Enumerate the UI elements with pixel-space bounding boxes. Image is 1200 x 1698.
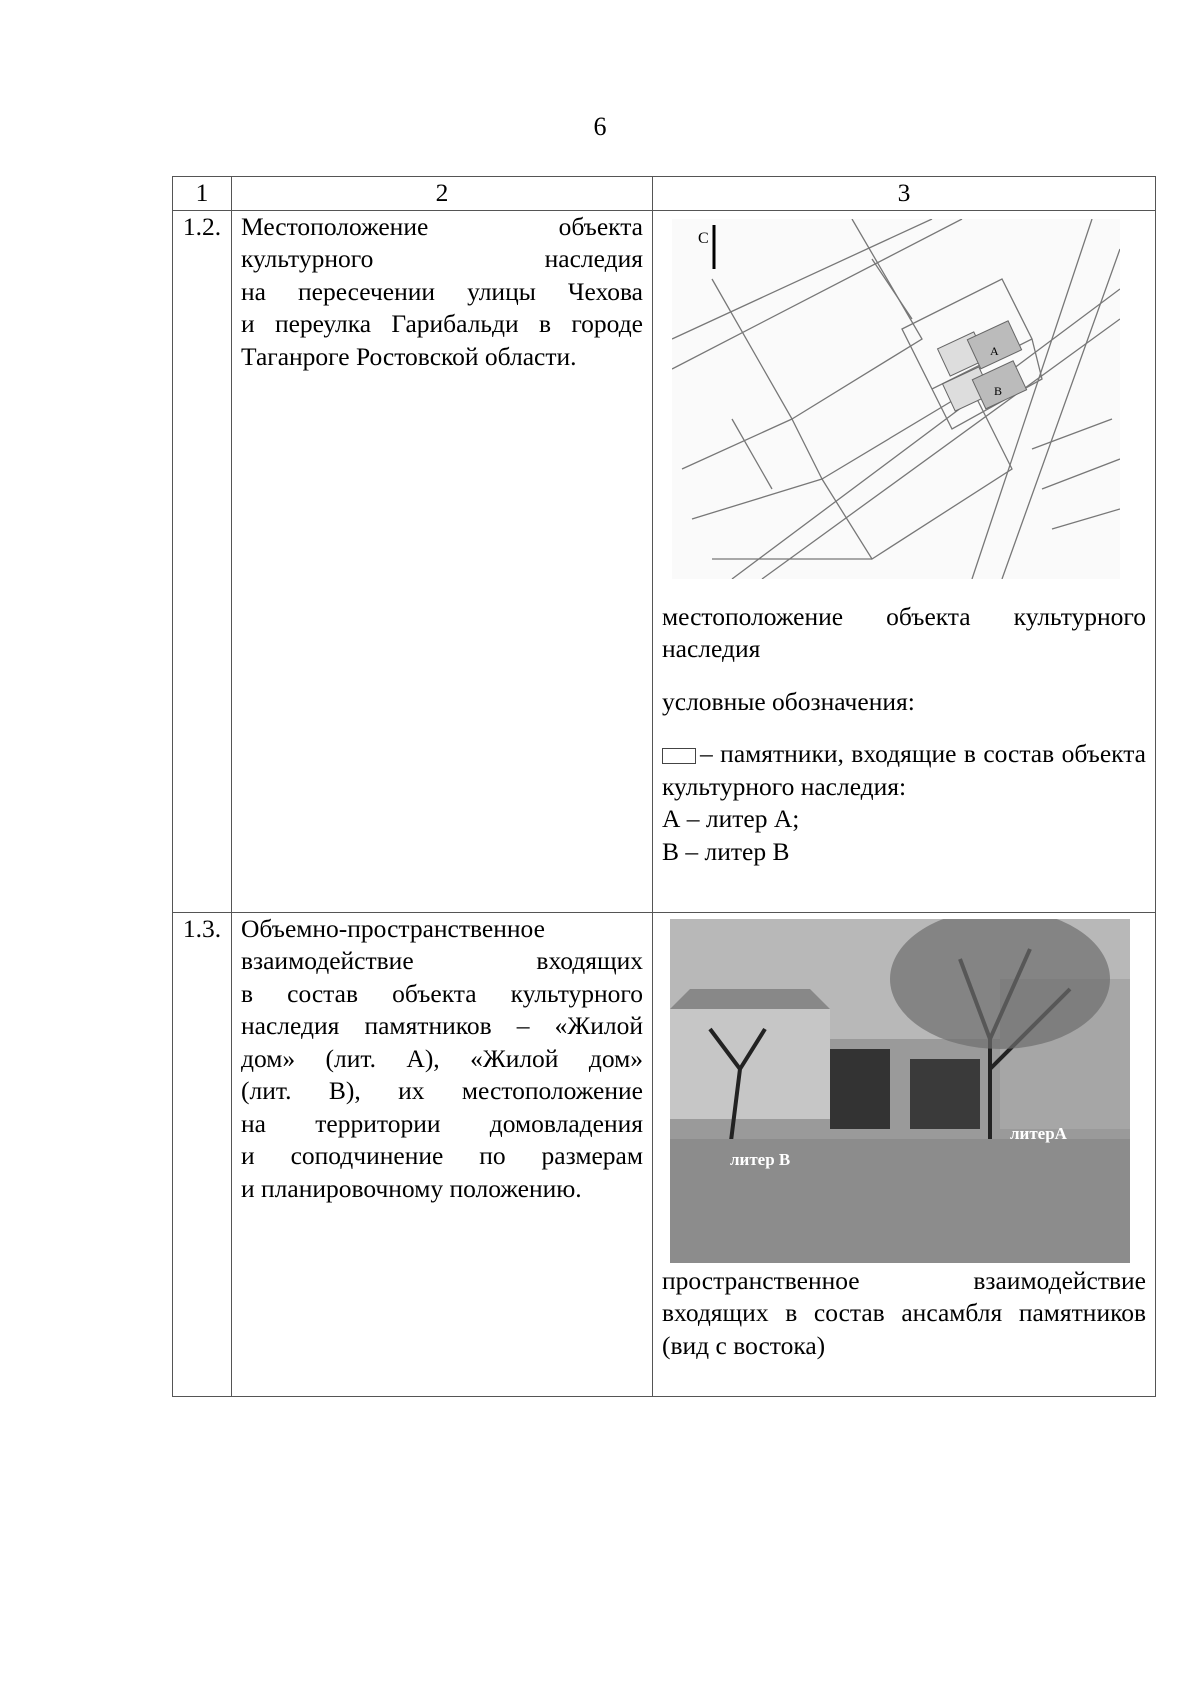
desc-line: культурного наследия [241,244,643,273]
desc-line: и соподчинение по размерам [241,1141,643,1170]
desc-line: наследия памятников – «Жилой [241,1011,643,1040]
legend-text: – памятники, входящие в состав объекта культурного наследия: [662,739,1146,801]
desc-line: и переулка Гарибальди в городе [241,309,643,338]
photo-label-b: литер В [730,1149,791,1169]
desc-line: дом» (лит. А), «Жилой дом» [241,1043,643,1073]
desc-line: на территории домовладения [241,1108,643,1138]
desc-line: Объемно-пространственное [241,913,545,943]
buildings-photo [670,919,1130,1263]
row-number: 1.2. [173,210,232,912]
legend-b: В – литер В [662,836,790,866]
desc-line: (лит. В), их местоположение [241,1076,643,1105]
location-map [672,219,1120,579]
desc-line: на пересечении улицы Чехова [241,276,643,306]
page-number: 6 [593,112,607,141]
legend-title: условные обозначения: [662,686,915,716]
row-description [232,912,653,1396]
row-description [232,210,653,912]
desc-line: в состав объекта культурного [241,978,643,1008]
map-caption: местоположение объекта культурного наследия [662,601,1146,663]
row-illustration [653,912,1156,1396]
heritage-table [172,176,1156,1397]
row-illustration [653,210,1156,912]
map-label-b: В [994,383,1003,398]
legend-entry [662,738,1146,803]
desc-line: Таганроге Ростовской области. [241,341,577,371]
table-row [173,912,1156,1396]
row-number: 1.3. [173,912,232,1396]
header-col-2: 2 [232,177,653,211]
desc-line: и планировочному положению. [241,1173,582,1203]
legend-rectangle-icon [662,748,696,764]
table-row [173,210,1156,912]
photo-label-a: литерА [1010,1123,1067,1143]
desc-line: Местоположение объекта [241,211,643,241]
header-col-1: 1 [173,177,232,211]
map-label-a: А [990,343,999,358]
legend-a: А – литер А; [662,804,800,833]
header-row [173,177,1156,211]
north-label: С [698,229,709,247]
desc-line: взаимодействие входящих [241,946,643,975]
photo-caption: пространственное взаимодействие входящих в состав ансамбля памятников (вид с востока) [662,1265,1146,1360]
header-col-3: 3 [653,177,1156,211]
